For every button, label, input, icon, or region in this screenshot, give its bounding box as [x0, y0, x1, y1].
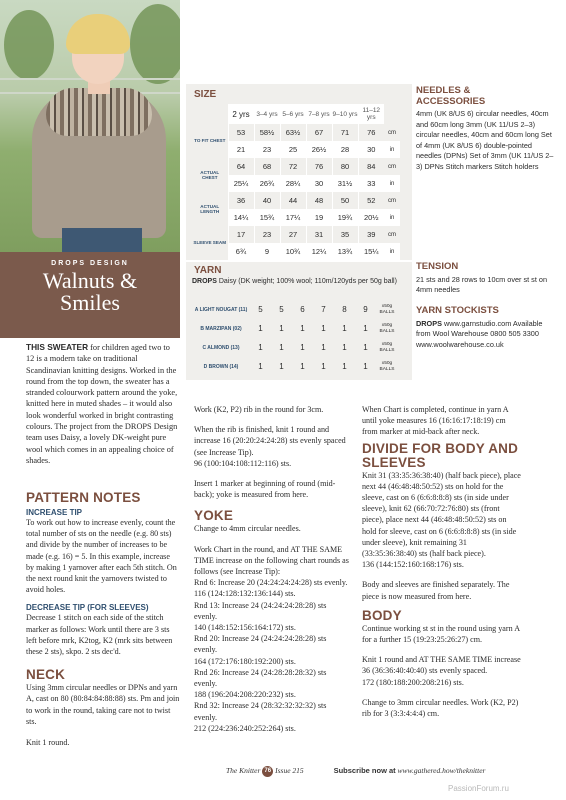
divide-text: Knit 31 (33:35:36:38:40) (half back piece), place next 44 (46:48:48:50:52) sts on hold for the sleeve, cast on 6 (6:6:8:8:8) sts (in side under sleeve), knit 62 (66:70:72:76:80) sts (front piece), place next 44 (46:48:48:50:52) sts on hold for sleeve, cast on 6 (6:6:8:8:8) sts (in side under sleeve), knit remaining 31 (33:35:36:38:40) sts (half back piece). [362, 470, 521, 559]
neck-heading: NECK [26, 667, 66, 683]
subscribe-lead: Subscribe now at [333, 766, 396, 776]
table-row: 6¾ 9 10¾ 12¼ 13¾ 15¼ in [192, 243, 400, 260]
issue-number: Issue 215 [275, 766, 304, 776]
stockists-block [416, 306, 556, 350]
stockists-text: DROPS www.garnstudio.com Available from Wool Warehouse 0800 505 3300 www.woolwarehouse.co.uk [416, 318, 543, 349]
needles-accessories [416, 86, 556, 172]
neck-text-1: Using 3mm circular needles or DPNs and yarn A, cast on 80 (80:84:84:88:88) sts. Pm and join to work in the round, taking care not to twist sts. [26, 683, 180, 726]
size-table: 2 yrs 3–4 yrs 5–6 yrs 7–8 yrs 9–10 yrs 11–12 yrs TO FIT CHEST 53 58½ 63½ 67 71 76 cm 21 23 25 26½ 28 30 in ACTUAL CHEST 64 68 72 76 80 84 cm 25¼ 26¾ 28¼ 30 31½ 33 in ACTUAL LENGTH 36 40 44 48 50 52 cm 14¼ 15¾ 17¼ 19 19¾ 20½ in SLEEVE SEAM 17 23 27 31 35 39 cm 6¾ 9 10¾ 12¼ 13¾ 15¼ in [192, 104, 400, 260]
round-26-count: 188 (196:204:208:220:232) sts. [194, 690, 296, 700]
body-text: Continue working st st in the round using yarn A for a further 15 (19:23:25:26:27) cm. [362, 623, 520, 645]
table-row: 21 23 25 26½ 28 30 in [192, 141, 400, 158]
yoke-needles-text: Change to 4mm circular needles. [194, 524, 301, 534]
needles-heading: NEEDLES & ACCESSORIES [416, 85, 486, 107]
column-three [362, 404, 522, 719]
body-count: 172 (180:188:200:208:216) sts. [362, 677, 464, 687]
round-32: Rnd 32: Increase 24 (28:32:32:32:32) sts evenly. [194, 701, 327, 722]
chart-complete-text: When Chart is completed, continue in yarn A until yoke measures 16 (16:16:17:18:19) cm from marker at mid-back after neck. [362, 405, 509, 437]
round-6-count: 116 (124:128:132:136:144) sts. [194, 589, 296, 599]
chart-text: Work Chart in the round, and AT THE SAME TIME increase on the following chart rounds as follows (see Increase Tip): [194, 544, 349, 577]
neck-text-2: Knit 1 round. [26, 738, 70, 748]
design-kicker: DROPS DESIGN [51, 260, 129, 267]
round-32-count: 212 (224:236:240:252:264) sts. [194, 723, 296, 733]
yarn-heading: YARN [194, 265, 222, 276]
round-20-count: 164 (172:176:180:192:200) sts. [194, 656, 296, 666]
page-number: 76 [262, 766, 273, 777]
rib-text: Work (K2, P2) rib in the round for 3cm. [194, 405, 324, 414]
column-two [194, 404, 350, 734]
subscribe-url[interactable]: www.gathered.how/theknitter [397, 766, 486, 776]
divide-heading: DIVIDE FOR BODY AND SLEEVES [362, 440, 519, 470]
page-footer [186, 766, 556, 777]
table-row: 14¼ 15¾ 17¼ 19 19¾ 20½ in [192, 209, 400, 226]
yoke-heading: YOKE [194, 508, 234, 524]
decrease-tip-text: Decrease 1 stitch on each side of the stitch marker as follows: Work until there are 3 sts left before mrk, K2tog, K2 (mrk sits between these 2 sts), skpo. 2 sts dec'd. [26, 613, 173, 657]
round-20: Rnd 20: Increase 24 (24:24:24:28:28) sts evenly. [194, 634, 327, 655]
marker-text: Insert 1 marker at beginning of round (mid-back); yoke is measured from here. [194, 479, 336, 500]
round-13-count: 140 (148:152:156:164:172) sts. [194, 623, 296, 633]
needles-text: 4mm (UK 8/US 6) circular needles, 40cm and 60cm long 3mm (UK 11/US 2–3) circular needles, 40cm and 60cm long Set of 4mm (UK 8/US 6) double-pointed needles (DPNs) Set of 3mm (UK 11/US 2–3) DPNs Stitch markers Stitch holders [416, 109, 554, 171]
table-row: SLEEVE SEAM 17 23 27 31 35 39 cm [192, 226, 400, 243]
sweater-photo [0, 0, 180, 252]
round-13: Rnd 13: Increase 24 (24:24:24:28:28) sts evenly. [194, 600, 327, 621]
table-row: D BROWN (14) 1 1 1 1 1 1 x50g BALLS [203, 360, 395, 372]
table-row: B MARZIPAN (02) 1 1 1 1 1 1 x50g BALLS [200, 322, 395, 334]
stitch-count-1: 96 (100:104:108:112:116) sts. [194, 458, 292, 468]
body-increase-text: Knit 1 round and AT THE SAME TIME increase 36 (36:36:40:40:40) sts evenly spaced. [362, 655, 521, 676]
magazine-name: The Knitter [226, 766, 261, 776]
separate-text: Body and sleeves are finished separately. The piece is now measured from here. [362, 580, 510, 601]
increase-tip-text: To work out how to increase evenly, count the total number of sts on the needle (e.g. 80 sts) and divide by the number of increases to be made (e.g. 16) = 5. In this example, increase by making 1 yarnover after each 5th stitch. On the next round knit the yarnovers twisted to avoid holes. [26, 518, 177, 595]
decrease-tip-heading: DECREASE TIP (FOR SLEEVES) [26, 603, 149, 613]
pattern-notes-heading: PATTERN NOTES [26, 490, 141, 505]
divide-count: 136 (144:152:160:168:176) sts. [362, 560, 464, 570]
table-row: ACTUAL CHEST 64 68 72 76 80 84 cm [192, 158, 400, 175]
yarn-description: DROPS Daisy (DK weight; 100% wool; 110m/120yds per 50g ball) [192, 278, 397, 285]
tension-heading: TENSION [416, 261, 459, 272]
table-row: ACTUAL LENGTH 36 40 44 48 50 52 cm [192, 192, 400, 209]
table-row: A LIGHT NOUGAT (11) 5 5 6 7 8 9 x50g BALLS [194, 303, 395, 315]
stockists-heading: YARN STOCKISTS [416, 305, 499, 316]
title-block [0, 252, 180, 338]
size-heading: SIZE [194, 89, 217, 100]
page-title: Walnuts & Smiles [42, 268, 138, 315]
pattern-notes [26, 490, 180, 748]
increase-text: When the rib is finished, knit 1 round and increase 16 (20:20:24:24:28) sts evenly spaced (see Increase Tip). [194, 425, 346, 457]
table-row: 25¼ 26¾ 28¼ 30 31½ 33 in [192, 175, 400, 192]
body-rib-text: Change to 3mm circular needles. Work (K2, P2) rib for 3 (3:3:4:4:4) cm. [362, 697, 519, 719]
intro-text: THIS SWEATER for children aged two to 12 is a modern take on traditional Scandinavian knitting designs. Worked in the round from the top down, the sweater has a stranded colourwork pattern around the yoke, knitted here in muted shades – it would also look wonderful worked in bright contrasting colours. The project from the DROPS Design team uses Daisy, a lovely DK-weight pure wool which comes in an appealing choice of shades. [26, 342, 178, 465]
round-6: Rnd 6: Increase 20 (24:24:24:24:28) sts evenly. [194, 578, 348, 588]
body-heading: BODY [362, 607, 402, 623]
increase-tip-heading: INCREASE TIP [26, 508, 83, 517]
round-26: Rnd 26: Increase 24 (24:28:28:28:32) sts evenly. [194, 667, 327, 689]
table-row: C ALMOND (13) 1 1 1 1 1 1 x50g BALLS [202, 341, 395, 353]
table-row: TO FIT CHEST 53 58½ 63½ 67 71 76 cm [192, 124, 400, 141]
tension-text: 21 sts and 28 rows to 10cm over st st on 4mm needles [416, 274, 548, 294]
yarn-table [192, 300, 398, 376]
tension-block [416, 262, 556, 296]
watermark: PassionForum.ru [448, 784, 509, 793]
